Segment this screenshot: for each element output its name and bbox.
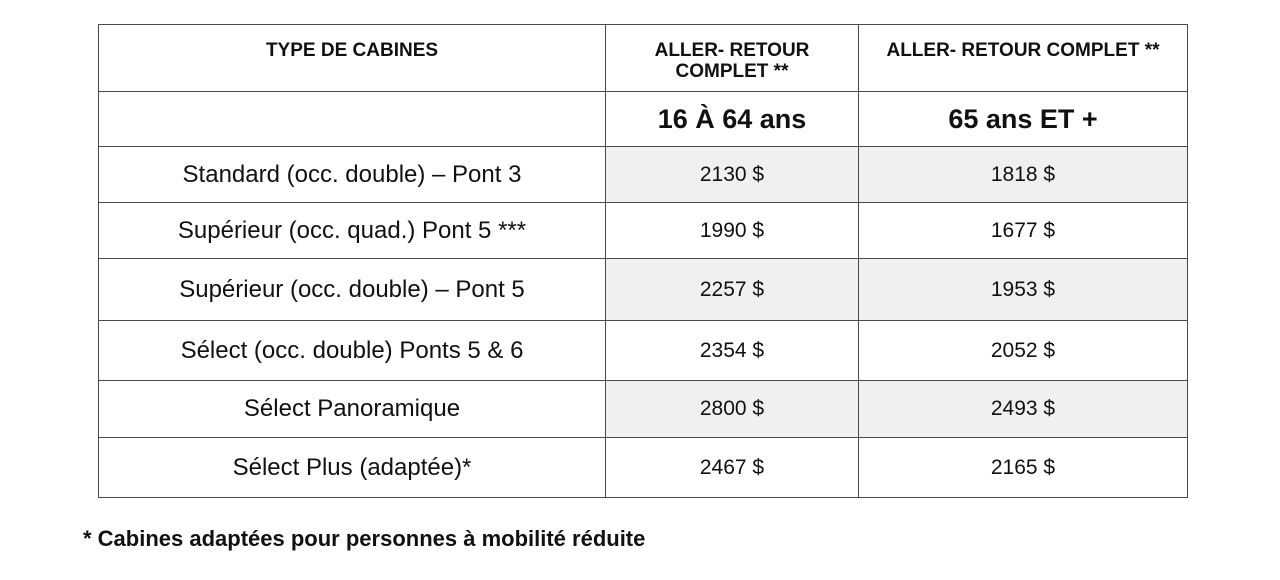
table-header-row — [99, 25, 1188, 92]
price-65-plus-cell: 1953 $ — [859, 259, 1188, 321]
cabin-type-cell: Sélect (occ. double) Ponts 5 & 6 — [99, 321, 606, 381]
price-16-64-cell: 1990 $ — [606, 203, 859, 259]
age-header-row — [99, 92, 1188, 147]
age-header-65-plus: 65 ans ET + — [859, 92, 1188, 147]
table-row — [99, 203, 1188, 259]
cabin-type-cell: Supérieur (occ. double) – Pont 5 — [99, 259, 606, 321]
price-16-64-cell: 2800 $ — [606, 381, 859, 438]
cabin-price-table — [98, 24, 1188, 498]
cabin-type-cell: Sélect Plus (adaptée)* — [99, 438, 606, 498]
table-row — [99, 147, 1188, 203]
price-16-64-cell: 2130 $ — [606, 147, 859, 203]
price-65-plus-cell: 1677 $ — [859, 203, 1188, 259]
table-row — [99, 259, 1188, 321]
price-65-plus-cell: 2052 $ — [859, 321, 1188, 381]
age-header-empty — [99, 92, 606, 147]
table-row — [99, 438, 1188, 498]
price-65-plus-cell: 2165 $ — [859, 438, 1188, 498]
column-header-cabin-type: TYPE DE CABINES — [99, 25, 606, 92]
age-header-16-64: 16 À 64 ans — [606, 92, 859, 147]
cabin-type-cell: Standard (occ. double) – Pont 3 — [99, 147, 606, 203]
cabin-type-cell: Supérieur (occ. quad.) Pont 5 *** — [99, 203, 606, 259]
price-16-64-cell: 2257 $ — [606, 259, 859, 321]
column-header-round-trip-65: ALLER- RETOUR COMPLET ** — [859, 25, 1188, 92]
footnote: * Cabines adaptées pour personnes à mobilité réduite — [83, 526, 646, 551]
price-65-plus-cell: 2493 $ — [859, 381, 1188, 438]
cabin-type-cell: Sélect Panoramique — [99, 381, 606, 438]
price-16-64-cell: 2467 $ — [606, 438, 859, 498]
price-16-64-cell: 2354 $ — [606, 321, 859, 381]
table-row — [99, 381, 1188, 438]
table-row — [99, 321, 1188, 381]
price-65-plus-cell: 1818 $ — [859, 147, 1188, 203]
column-header-round-trip-16-64: ALLER- RETOUR COMPLET ** — [606, 25, 859, 92]
